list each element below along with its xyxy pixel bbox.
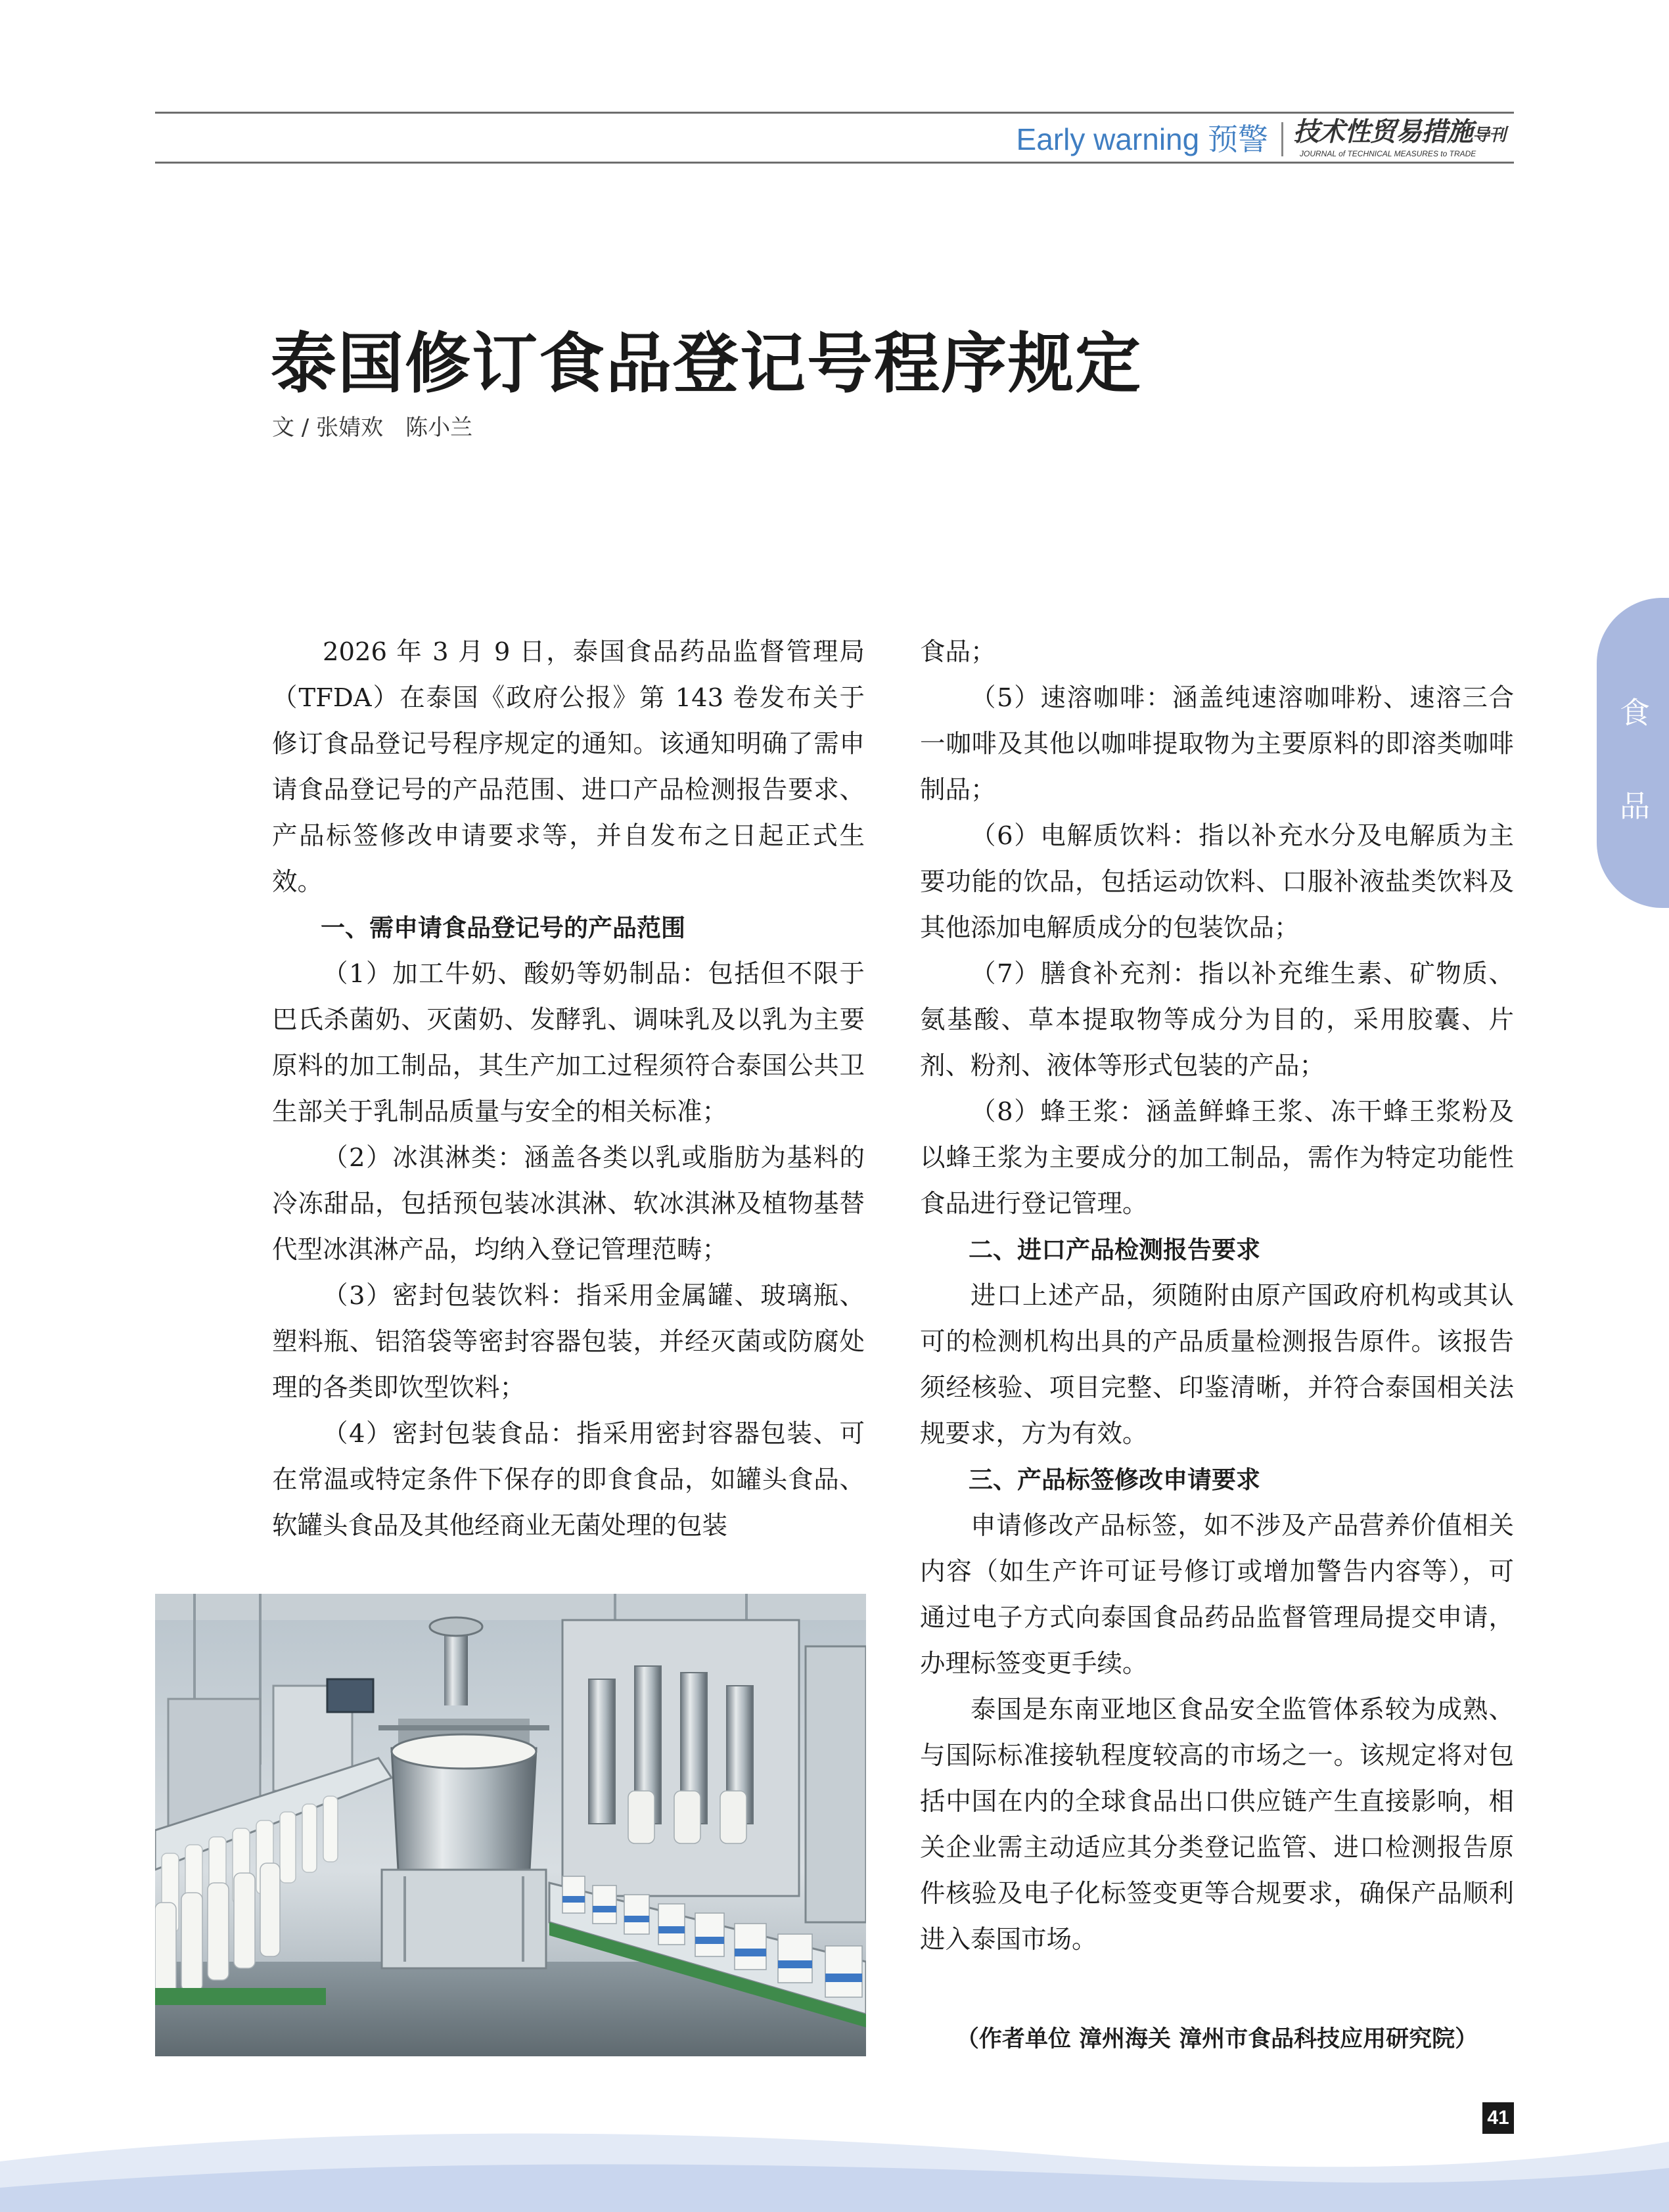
body-paragraph: 2026 年 3 月 9 日，泰国食品药品监督管理局（TFDA）在泰国《政府公报》第 143 卷发布关于修订食品登记号程序规定的通知。该通知明确了需申请食品登记号的产品范围、进口产品检测报告要求、产品标签修改申请要求等，并自发布之日起正式生效。 [272, 637, 865, 897]
body-paragraph: （3）密封包装饮料：指采用金属罐、玻璃瓶、塑料瓶、铝箔袋等密封容器包装，并经灭菌或防腐处理的各类即饮型饮料； [272, 1281, 865, 1403]
section-label-cn: 预警 [1208, 122, 1268, 156]
side-tab-char: 品 [1620, 788, 1650, 824]
body-column-left [272, 629, 865, 1549]
journal-name-en: JOURNAL of TECHNICAL MEASURES to TRADE [1300, 149, 1476, 158]
side-tab-char: 食 [1620, 695, 1650, 731]
section-side-tab [1597, 598, 1669, 908]
article-byline: 文 / 张婧欢 陈小兰 [272, 415, 473, 441]
factory-production-line-photo [155, 1594, 866, 2056]
section-heading: 三、产品标签修改申请要求 [969, 1466, 1260, 1494]
body-paragraph: （7）膳食补充剂：指以补充维生素、矿物质、氨基酸、草本提取物等成分为目的，采用胶囊、片剂、粉剂、液体等形式包装的产品； [920, 959, 1514, 1081]
body-column-right [920, 629, 1514, 1963]
journal-logo [1293, 117, 1514, 147]
journal-name-cn: 技术性贸易措施 [1293, 117, 1473, 147]
footer-wave-decoration [0, 2115, 1669, 2212]
section-heading: 二、进口产品检测报告要求 [969, 1236, 1260, 1264]
body-paragraph-continued: 食品； [920, 637, 996, 667]
page-number: 41 [1482, 2102, 1514, 2134]
section-label-en: Early warning [1016, 122, 1200, 156]
body-paragraph: （4）密封包装食品：指采用密封容器包装、可在常温或特定条件下保存的即食食品，如罐头食品、软罐头食品及其他经商业无菌处理的包装 [272, 1419, 865, 1541]
body-paragraph: （1）加工牛奶、酸奶等奶制品：包括但不限于巴氏杀菌奶、灭菌奶、发酵乳、调味乳及以乳为主要原料的加工制品，其生产加工过程须符合泰国公共卫生部关于乳制品质量与安全的相关标准； [272, 959, 865, 1127]
article-title: 泰国修订食品登记号程序规定 [271, 325, 1142, 402]
body-paragraph: 申请修改产品标签，如不涉及产品营养价值相关内容（如生产许可证号修订或增加警告内容等），可通过电子方式向泰国食品药品监督管理局提交申请，办理标签变更手续。 [920, 1511, 1514, 1679]
author-affiliation: （作者单位 漳州海关 漳州市食品科技应用研究院） [955, 2026, 1478, 2052]
section-label [854, 120, 1268, 159]
body-paragraph: 泰国是东南亚地区食品安全监管体系较为成熟、与国际标准接轨程度较高的市场之一。该规定将对包括中国在内的全球食品出口供应链产生直接影响，相关企业需主动适应其分类登记监管、进口检测报告原件核验及电子化标签变更等合规要求，确保产品顺利进入泰国市场。 [920, 1695, 1514, 1954]
body-paragraph: （2）冰淇淋类：涵盖各类以乳或脂肪为基料的冷冻甜品，包括预包装冰淇淋、软冰淇淋及植物基替代型冰淇淋产品，均纳入登记管理范畴； [272, 1143, 865, 1265]
journal-suffix: 导刊 [1473, 125, 1506, 145]
body-paragraph: 进口上述产品，须随附由原产国政府机构或其认可的检测机构出具的产品质量检测报告原件。该报告须经核验、项目完整、印鉴清晰，并符合泰国相关法规要求，方为有效。 [920, 1281, 1514, 1449]
section-heading: 一、需申请食品登记号的产品范围 [321, 914, 685, 942]
body-paragraph: （5）速溶咖啡：涵盖纯速溶咖啡粉、速溶三合一咖啡及其他以咖啡提取物为主要原料的即溶类咖啡制品； [920, 683, 1514, 805]
header-divider [1281, 122, 1283, 156]
body-paragraph: （6）电解质饮料：指以补充水分及电解质为主要功能的饮品，包括运动饮料、口服补液盐类饮料及其他添加电解质成分的包装饮品； [920, 821, 1514, 943]
header-top-rule [155, 112, 1514, 114]
body-paragraph: （8）蜂王浆：涵盖鲜蜂王浆、冻干蜂王浆粉及以蜂王浆为主要成分的加工制品，需作为特定功能性食品进行登记管理。 [920, 1097, 1514, 1219]
header-bottom-rule [155, 162, 1514, 164]
